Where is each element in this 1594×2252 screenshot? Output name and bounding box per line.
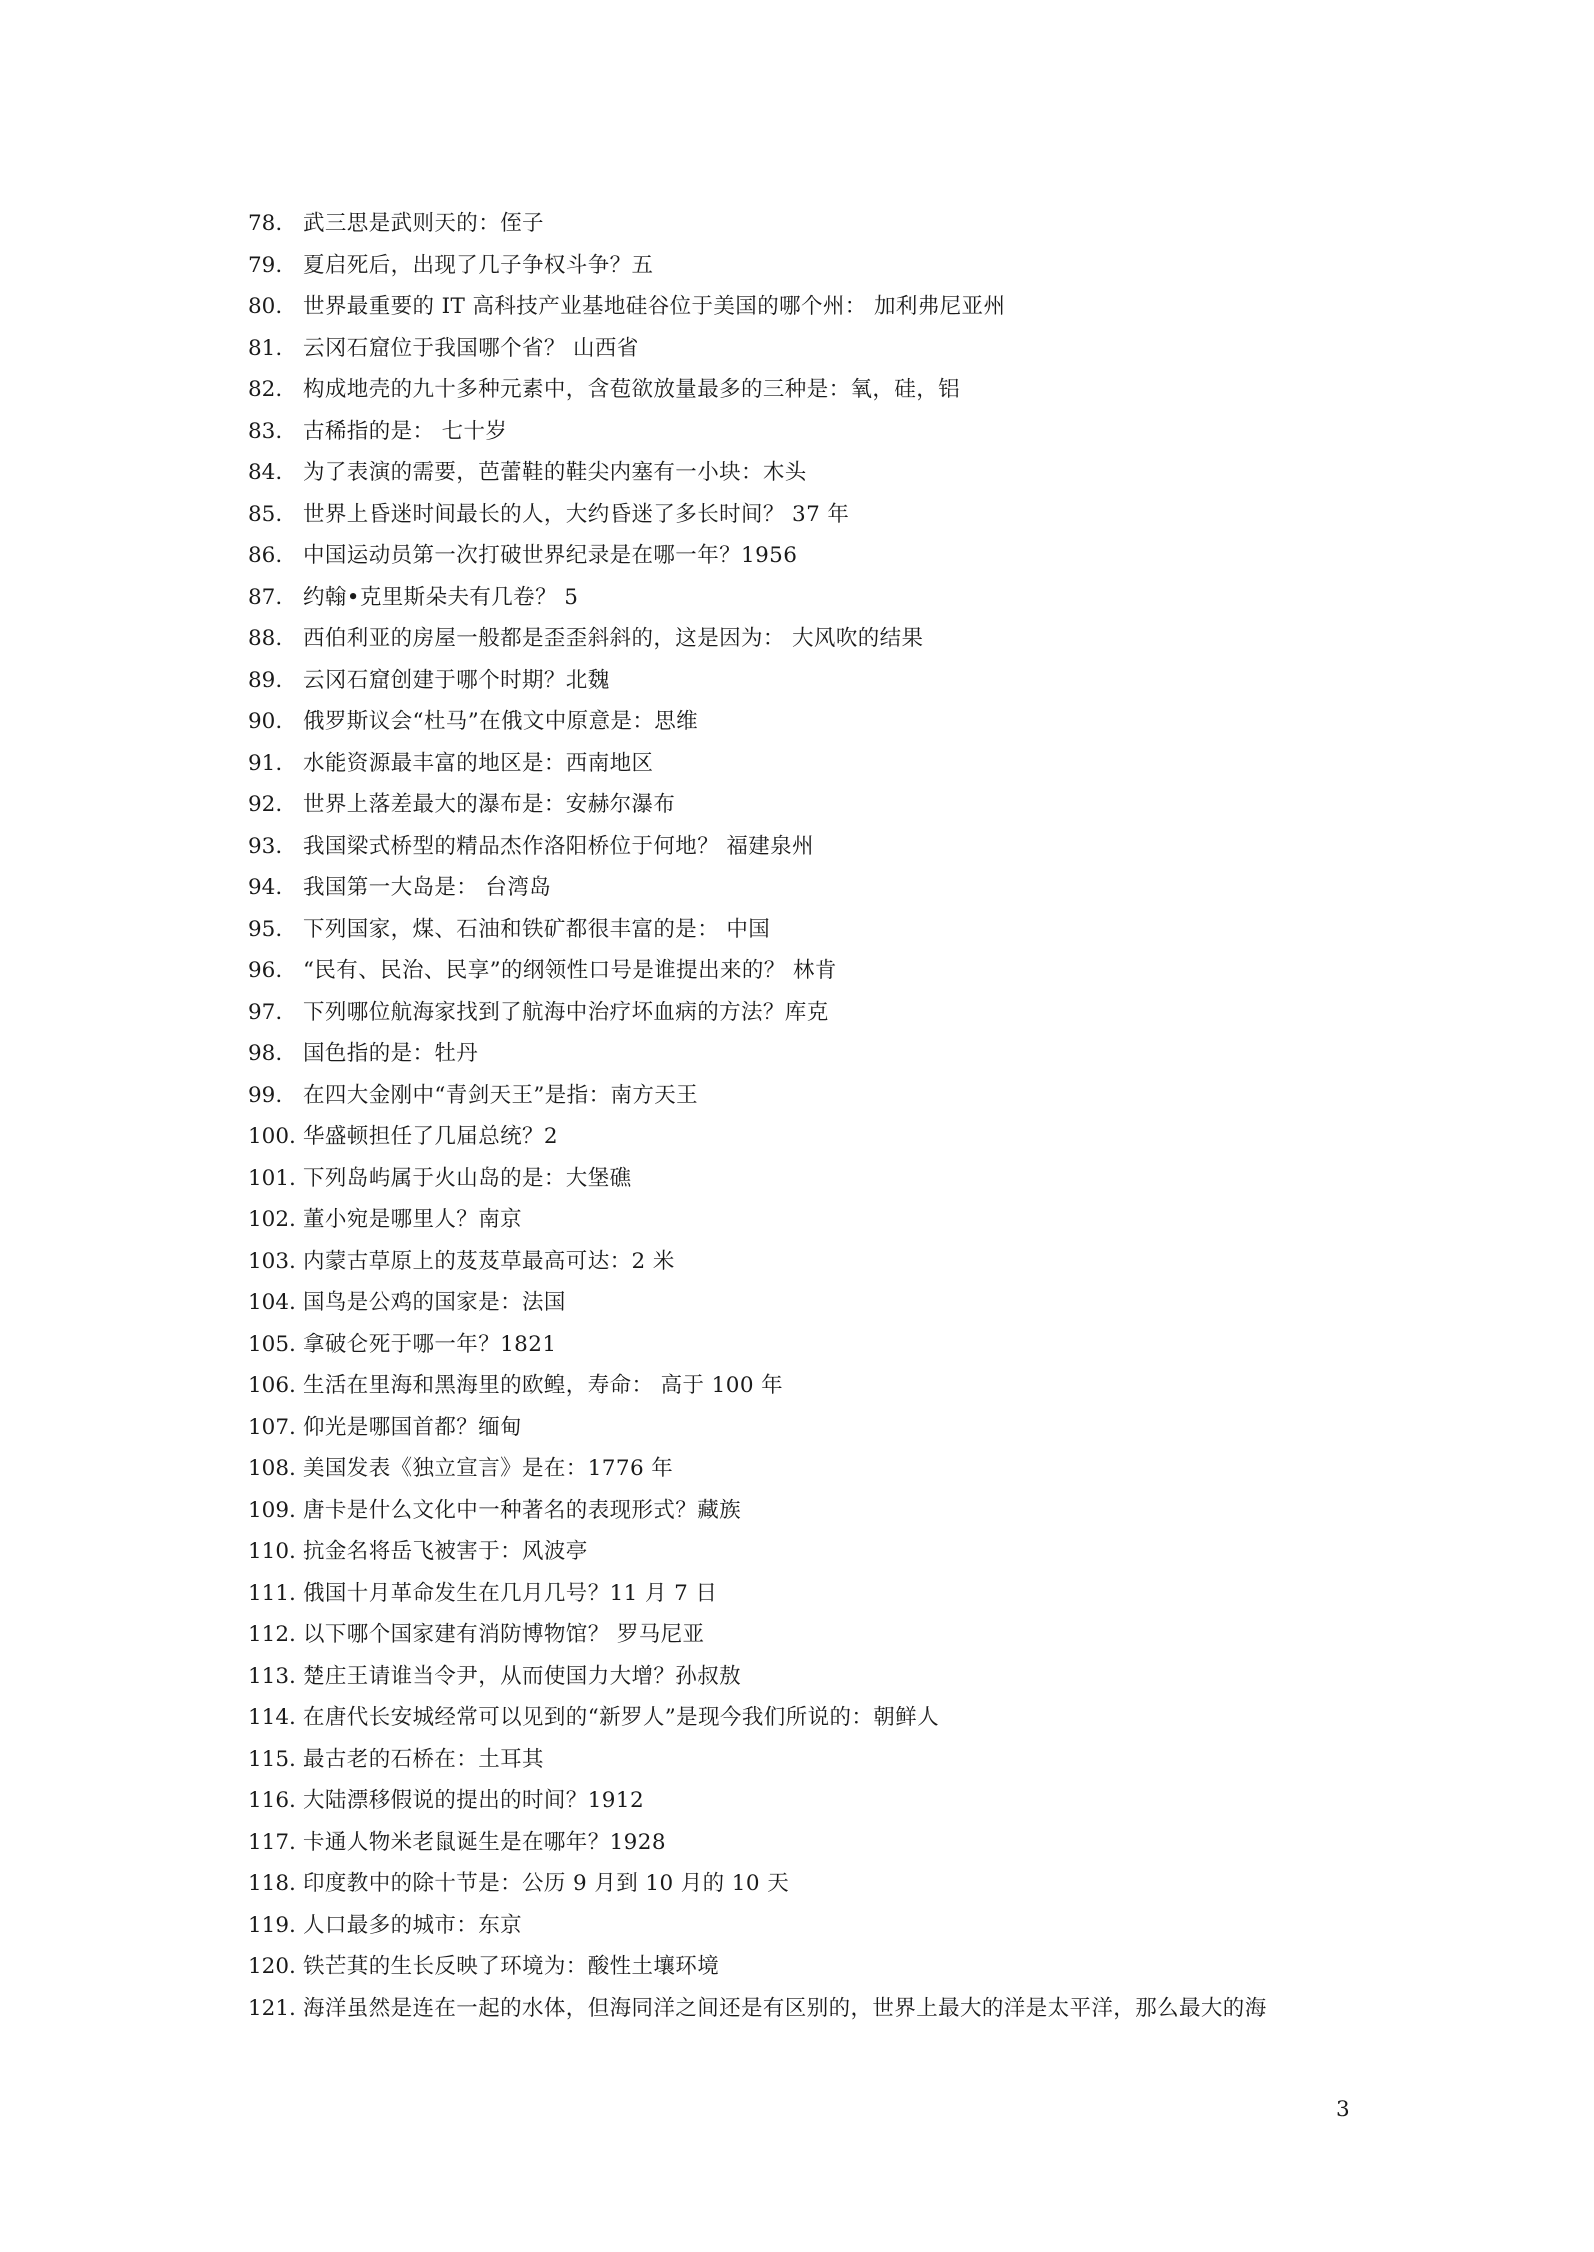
qa-list — [248, 203, 1368, 2029]
qa-item — [248, 1033, 1368, 1075]
item-number: 113. — [248, 1663, 296, 1689]
item-text: 世界最重要的 IT 高科技产业基地硅谷位于美国的哪个州： 加利弗尼亚州 — [303, 294, 1006, 319]
item-text: 云冈石窟位于我国哪个省？ 山西省 — [303, 335, 639, 361]
qa-item — [248, 452, 1368, 494]
item-number: 82. — [248, 377, 283, 402]
qa-item — [248, 1490, 1368, 1532]
qa-item — [248, 1946, 1368, 1988]
item-text: 内蒙古草原上的芨芨草最高可达：2 米 — [303, 1248, 675, 1274]
item-number: 96. — [248, 958, 283, 983]
qa-item — [248, 577, 1368, 619]
item-text: 云冈石窟创建于哪个时期？北魏 — [303, 667, 610, 693]
item-text: 夏启死后，出现了几子争权斗争？五 — [303, 252, 654, 278]
item-text: 大陆漂移假说的提出的时间？1912 — [303, 1788, 645, 1813]
item-text: 抗金名将岳飞被害于：风波亭 — [303, 1539, 588, 1564]
qa-item — [248, 1365, 1368, 1407]
qa-item — [248, 535, 1368, 577]
item-text: 唐卡是什么文化中一种著名的表现形式？藏族 — [303, 1497, 742, 1523]
item-number: 88. — [248, 626, 283, 651]
item-text: 世界上昏迷时间最长的人，大约昏迷了多长时间？ 37 年 — [303, 501, 850, 527]
item-number: 115. — [248, 1746, 296, 1772]
qa-item — [248, 1988, 1368, 2030]
item-text: 华盛顿担任了几届总统？2 — [303, 1124, 558, 1149]
item-text: 铁芒萁的生长反映了环境为：酸性土壤环境 — [303, 1954, 720, 1979]
item-text: 董小宛是哪里人？南京 — [303, 1207, 523, 1232]
item-number: 105. — [248, 1331, 296, 1357]
item-text: 水能资源最丰富的地区是：西南地区 — [303, 750, 654, 776]
item-text: 中国运动员第一次打破世界纪录是在哪一年？1956 — [303, 543, 798, 568]
item-text: 在唐代长安城经常可以见到的“新罗人”是现今我们所说的：朝鲜人 — [303, 1705, 939, 1730]
qa-item — [248, 1199, 1368, 1241]
item-text: “民有、民治、民享”的纲领性口号是谁提出来的？ 林肯 — [303, 958, 837, 983]
item-text: 约翰•克里斯朵夫有几卷？ 5 — [303, 584, 579, 610]
item-number: 92. — [248, 792, 283, 817]
qa-item — [248, 826, 1368, 868]
item-text: 世界上落差最大的瀑布是：安赫尔瀑布 — [303, 792, 676, 817]
item-text: 下列国家，煤、石油和铁矿都很丰富的是： 中国 — [303, 916, 771, 942]
qa-item — [248, 1448, 1368, 1490]
qa-item — [248, 618, 1368, 660]
item-number: 121. — [248, 1995, 296, 2021]
item-text: 最古老的石桥在：土耳其 — [303, 1746, 544, 1772]
qa-item — [248, 1614, 1368, 1656]
item-number: 101. — [248, 1165, 296, 1191]
item-number: 78. — [248, 211, 283, 236]
item-text: 西伯利亚的房屋一般都是歪歪斜斜的，这是因为： 大风吹的结果 — [303, 626, 924, 651]
item-number: 107. — [248, 1414, 296, 1440]
qa-item — [248, 1780, 1368, 1822]
item-text: 为了表演的需要，芭蕾鞋的鞋尖内塞有一小块：木头 — [303, 460, 807, 485]
item-number: 79. — [248, 252, 283, 278]
item-number: 81. — [248, 335, 283, 361]
item-text: 我国第一大岛是： 台湾岛 — [303, 875, 552, 900]
item-text: 拿破仑死于哪一年？1821 — [303, 1331, 557, 1357]
qa-item — [248, 1324, 1368, 1366]
item-text: 海洋虽然是连在一起的水体，但海同洋之间还是有区别的，世界上最大的洋是太平洋，那么最大的海 — [303, 1995, 1267, 2021]
qa-item — [248, 867, 1368, 909]
item-number: 106. — [248, 1373, 296, 1398]
item-number: 97. — [248, 999, 283, 1025]
item-text: 我国梁式桥型的精品杰作洛阳桥位于何地？ 福建泉州 — [303, 833, 814, 859]
item-number: 117. — [248, 1829, 296, 1855]
item-number: 95. — [248, 916, 283, 942]
qa-item — [248, 1407, 1368, 1449]
item-number: 102. — [248, 1207, 296, 1232]
qa-item — [248, 1905, 1368, 1947]
item-number: 99. — [248, 1082, 283, 1108]
item-text: 俄国十月革命发生在几月几号？11 月 7 日 — [303, 1580, 718, 1606]
qa-item — [248, 1656, 1368, 1698]
item-number: 90. — [248, 709, 283, 734]
item-number: 80. — [248, 294, 283, 319]
qa-item — [248, 203, 1368, 245]
qa-item — [248, 494, 1368, 536]
qa-item — [248, 1863, 1368, 1905]
item-number: 114. — [248, 1705, 296, 1730]
qa-item — [248, 1282, 1368, 1324]
item-number: 112. — [248, 1622, 296, 1647]
item-text: 国色指的是：牡丹 — [303, 1041, 479, 1066]
item-number: 110. — [248, 1539, 296, 1564]
qa-item — [248, 1531, 1368, 1573]
item-text: 楚庄王请谁当令尹，从而使国力大增？孙叔敖 — [303, 1663, 742, 1689]
item-number: 93. — [248, 833, 283, 859]
item-text: 俄罗斯议会“杜马”在俄文中原意是：思维 — [303, 709, 699, 734]
qa-item — [248, 784, 1368, 826]
item-number: 100. — [248, 1124, 296, 1149]
item-number: 103. — [248, 1248, 296, 1274]
item-number: 85. — [248, 501, 283, 527]
qa-item — [248, 701, 1368, 743]
item-number: 118. — [248, 1871, 296, 1896]
item-number: 111. — [248, 1580, 296, 1606]
qa-item — [248, 1158, 1368, 1200]
item-text: 下列哪位航海家找到了航海中治疗坏血病的方法？库克 — [303, 999, 829, 1025]
qa-item — [248, 1573, 1368, 1615]
qa-item — [248, 1739, 1368, 1781]
item-text: 下列岛屿属于火山岛的是：大堡礁 — [303, 1165, 632, 1191]
qa-item — [248, 286, 1368, 328]
item-text: 人口最多的城市：东京 — [303, 1912, 523, 1938]
item-text: 古稀指的是： 七十岁 — [303, 418, 508, 444]
qa-item — [248, 411, 1368, 453]
item-text: 武三思是武则天的：侄子 — [303, 211, 544, 236]
item-number: 94. — [248, 875, 283, 900]
qa-item — [248, 992, 1368, 1034]
item-text: 印度教中的除十节是：公历 9 月到 10 月的 10 天 — [303, 1871, 790, 1896]
item-number: 104. — [248, 1290, 296, 1315]
qa-item — [248, 1822, 1368, 1864]
qa-item — [248, 909, 1368, 951]
item-number: 86. — [248, 543, 283, 568]
item-number: 109. — [248, 1497, 296, 1523]
item-number: 89. — [248, 667, 283, 693]
qa-item — [248, 1116, 1368, 1158]
item-number: 87. — [248, 584, 283, 610]
item-number: 98. — [248, 1041, 283, 1066]
item-number: 91. — [248, 750, 283, 776]
qa-item — [248, 1241, 1368, 1283]
item-number: 116. — [248, 1788, 296, 1813]
item-text: 美国发表《独立宣言》是在：1776 年 — [303, 1456, 674, 1481]
qa-item — [248, 245, 1368, 287]
item-text: 构成地壳的九十多种元素中，含苞欲放量最多的三种是：氧，硅，铝 — [303, 377, 961, 402]
page-number: 3 — [1336, 2097, 1350, 2122]
item-text: 以下哪个国家建有消防博物馆？ 罗马尼亚 — [303, 1622, 705, 1647]
item-number: 120. — [248, 1954, 296, 1979]
qa-item — [248, 328, 1368, 370]
item-text: 仰光是哪国首都？缅甸 — [303, 1414, 523, 1440]
qa-item — [248, 369, 1368, 411]
qa-item — [248, 660, 1368, 702]
item-text: 国鸟是公鸡的国家是：法国 — [303, 1290, 566, 1315]
item-text: 在四大金刚中“青剑天王”是指：南方天王 — [303, 1082, 699, 1108]
item-number: 83. — [248, 418, 283, 444]
item-number: 119. — [248, 1912, 296, 1938]
qa-item — [248, 743, 1368, 785]
item-number: 108. — [248, 1456, 296, 1481]
item-text: 卡通人物米老鼠诞生是在哪年？1928 — [303, 1829, 666, 1855]
qa-item — [248, 950, 1368, 992]
item-text: 生活在里海和黑海里的欧鳇，寿命： 高于 100 年 — [303, 1373, 784, 1398]
item-number: 84. — [248, 460, 283, 485]
qa-item — [248, 1697, 1368, 1739]
qa-item — [248, 1075, 1368, 1117]
